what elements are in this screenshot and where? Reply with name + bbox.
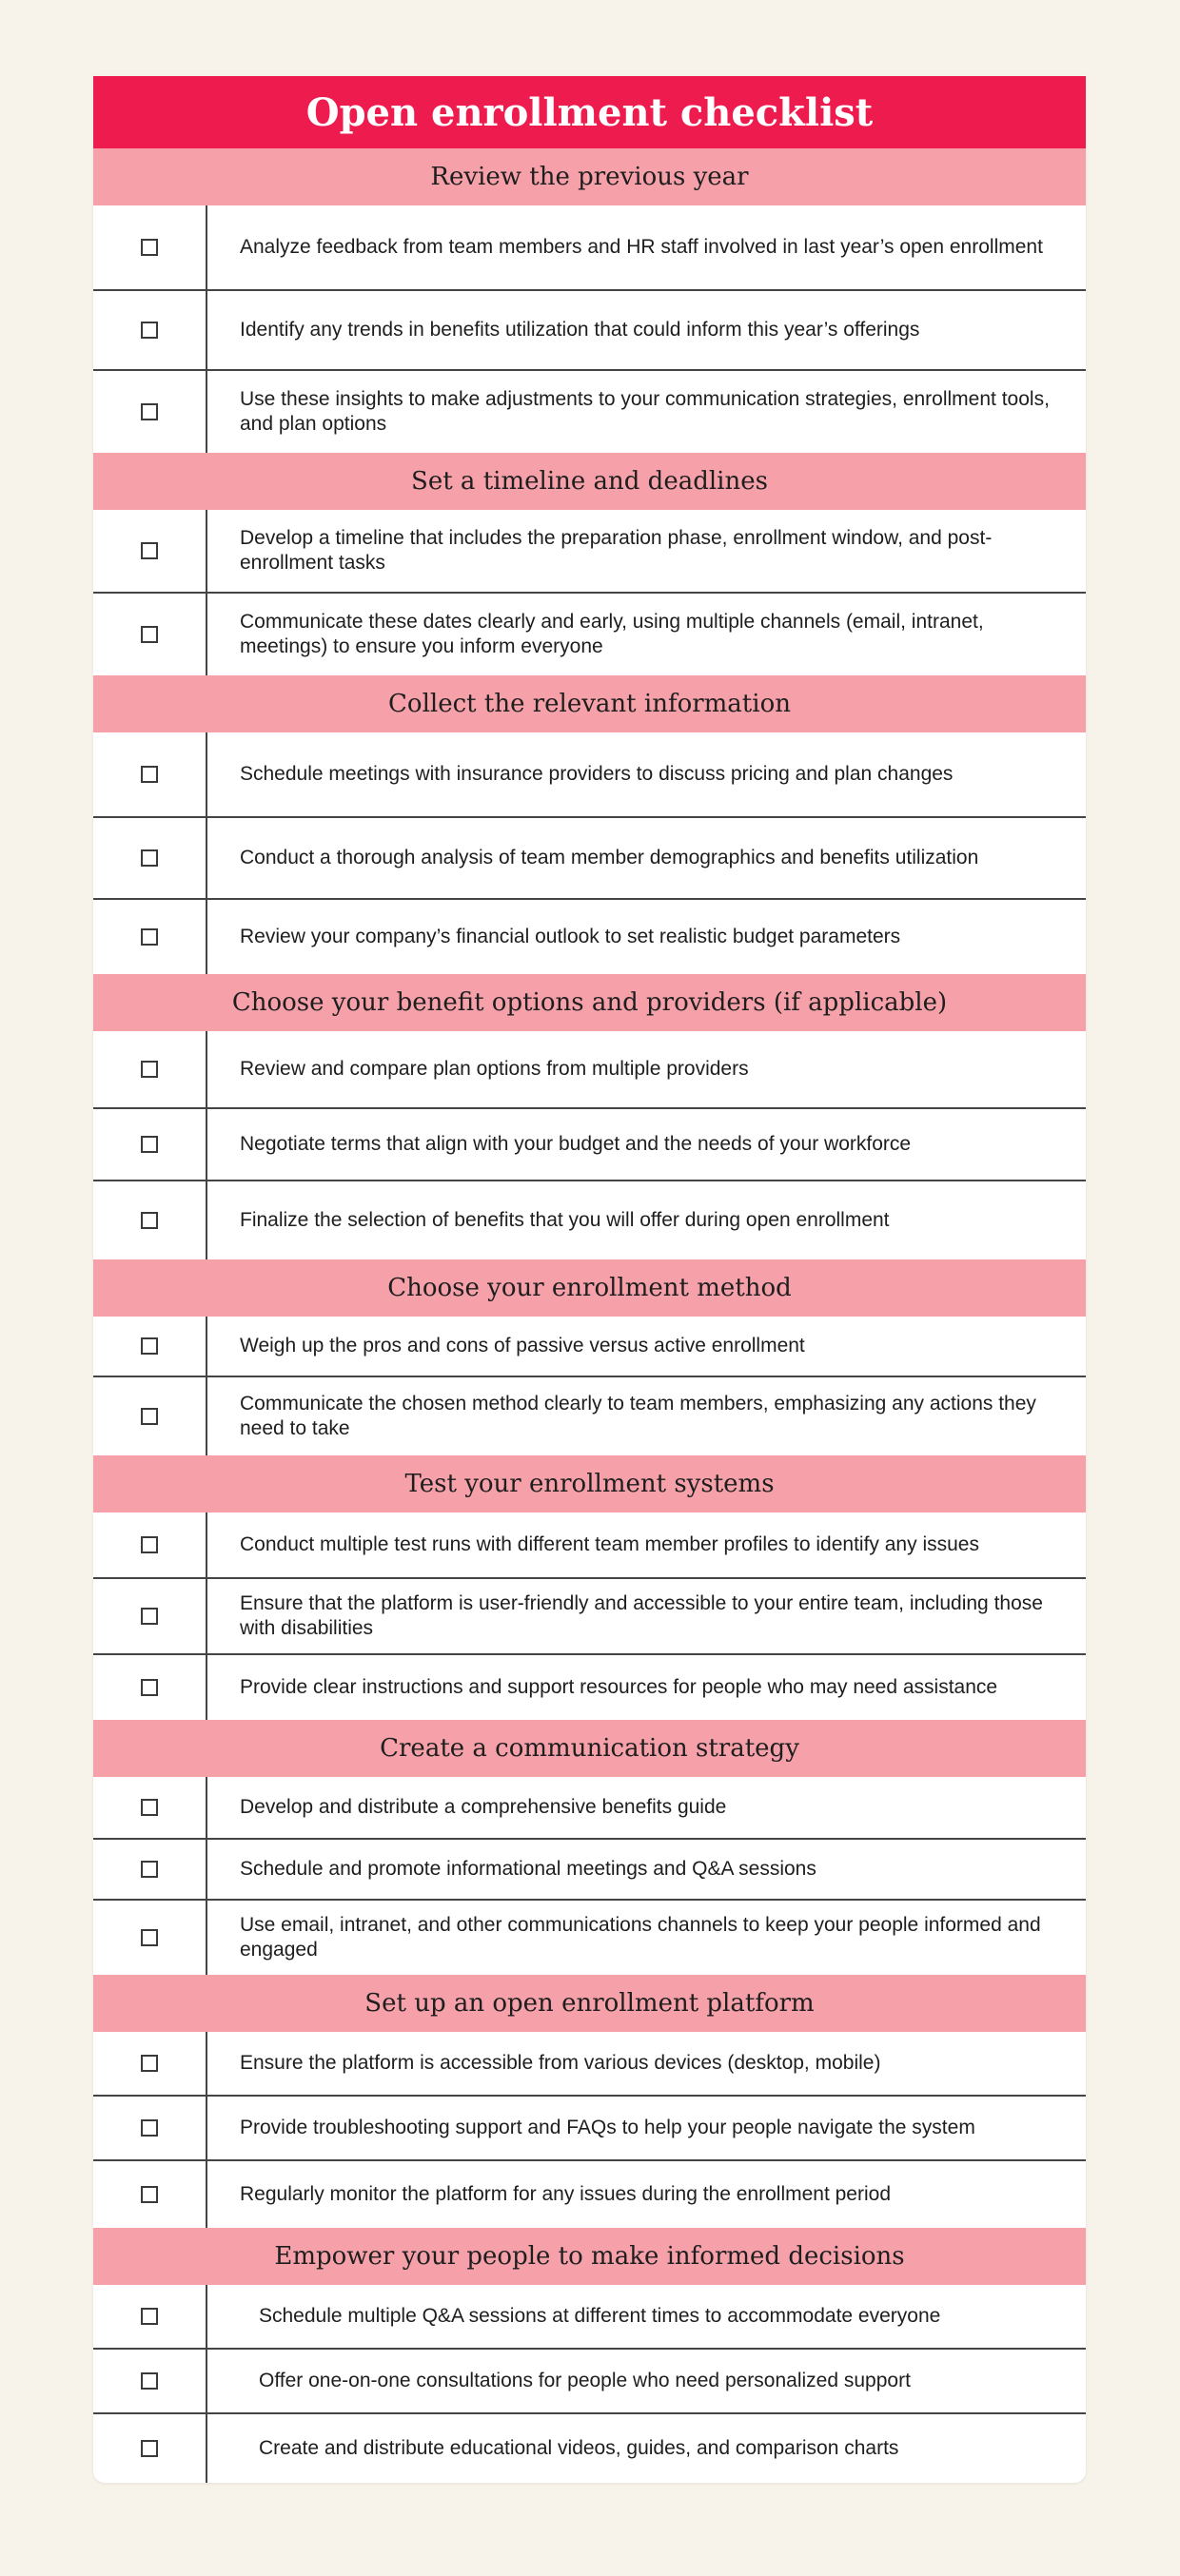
checkbox-cell bbox=[93, 205, 207, 289]
checkbox-cell bbox=[93, 1109, 207, 1180]
checklist-item-text: Ensure that the platform is user-friendly and accessible to your entire team, including those with disabilities bbox=[240, 1592, 1043, 1639]
checklist-item-text: Regularly monitor the platform for any issues during the enrollment period bbox=[240, 2183, 892, 2205]
checklist-item-text: Develop and distribute a comprehensive benefits guide bbox=[240, 1796, 727, 1818]
checklist-row bbox=[93, 1181, 1086, 1259]
checklist-row bbox=[93, 732, 1086, 818]
checklist-item-text: Conduct multiple test runs with different team member profiles to identify any issues bbox=[240, 1533, 979, 1555]
checkbox[interactable] bbox=[141, 1608, 158, 1625]
checklist-item-text: Use these insights to make adjustments to your communication strategies, enrollment tools, and plan options bbox=[240, 388, 1050, 435]
checkbox[interactable] bbox=[141, 1861, 158, 1878]
checklist-item-text: Communicate the chosen method clearly to team members, emphasizing any actions they need to take bbox=[240, 1393, 1036, 1439]
checklist-item-text: Schedule multiple Q&A sessions at different times to accommodate everyone bbox=[259, 2305, 941, 2327]
checkbox-cell bbox=[93, 2032, 207, 2095]
checklist-row bbox=[93, 1512, 1086, 1579]
checklist-item-text: Negotiate terms that align with your budget and the needs of your workforce bbox=[240, 1133, 912, 1155]
checkbox-cell bbox=[93, 1901, 207, 1975]
checklist-row bbox=[93, 2414, 1086, 2483]
section-header: Set a timeline and deadlines bbox=[93, 453, 1086, 510]
checklist-item-text: Develop a timeline that includes the preparation phase, enrollment window, and post-enrollment tasks bbox=[240, 527, 993, 574]
checklist-row bbox=[93, 1777, 1086, 1840]
checklist-item-text: Weigh up the pros and cons of passive versus active enrollment bbox=[240, 1335, 805, 1356]
checkbox-cell bbox=[93, 818, 207, 898]
checkbox-cell bbox=[93, 2414, 207, 2483]
checkbox-cell bbox=[93, 1512, 207, 1577]
checklist-row bbox=[93, 1840, 1086, 1901]
checkbox-cell bbox=[93, 1840, 207, 1899]
checklist-row bbox=[93, 2350, 1086, 2414]
checklist-item-text: Conduct a thorough analysis of team member demographics and benefits utilization bbox=[240, 847, 979, 868]
checklist-row bbox=[93, 2161, 1086, 2228]
checklist-item-text: Provide troubleshooting support and FAQs to help your people navigate the system bbox=[240, 2117, 975, 2138]
checkbox[interactable] bbox=[141, 1929, 158, 1946]
checkbox[interactable] bbox=[141, 2119, 158, 2137]
checkbox[interactable] bbox=[141, 542, 158, 559]
checkbox-cell bbox=[93, 2350, 207, 2412]
checklist-item-text: Schedule meetings with insurance providers to discuss pricing and plan changes bbox=[240, 763, 954, 785]
checkbox-cell bbox=[93, 594, 207, 675]
checklist-item-text: Finalize the selection of benefits that you will offer during open enrollment bbox=[240, 1209, 890, 1231]
checklist-row bbox=[93, 594, 1086, 675]
checkbox[interactable] bbox=[141, 766, 158, 783]
section-header: Set up an open enrollment platform bbox=[93, 1975, 1086, 2032]
checkbox-cell bbox=[93, 1777, 207, 1838]
checklist-row bbox=[93, 1655, 1086, 1720]
checkbox-cell bbox=[93, 291, 207, 369]
checklist-item-text: Review your company’s financial outlook to set realistic budget parameters bbox=[240, 926, 901, 947]
checkbox[interactable] bbox=[141, 403, 158, 420]
section-header: Collect the relevant information bbox=[93, 675, 1086, 732]
checkbox[interactable] bbox=[141, 1799, 158, 1816]
checklist-row bbox=[93, 371, 1086, 453]
checkbox[interactable] bbox=[141, 1212, 158, 1229]
checkbox-cell bbox=[93, 371, 207, 453]
checkbox[interactable] bbox=[141, 1679, 158, 1696]
checkbox[interactable] bbox=[141, 2372, 158, 2390]
checklist-row bbox=[93, 1901, 1086, 1975]
checkbox-cell bbox=[93, 1579, 207, 1653]
checkbox[interactable] bbox=[141, 1408, 158, 1425]
checkbox[interactable] bbox=[141, 626, 158, 643]
checklist-row bbox=[93, 205, 1086, 291]
checkbox[interactable] bbox=[141, 849, 158, 867]
checklist-row bbox=[93, 510, 1086, 594]
section-header: Test your enrollment systems bbox=[93, 1455, 1086, 1512]
checklist-row bbox=[93, 1377, 1086, 1455]
checkbox[interactable] bbox=[141, 1536, 158, 1553]
checkbox[interactable] bbox=[141, 1136, 158, 1153]
checklist-card bbox=[93, 76, 1086, 2483]
checklist-item-text: Offer one-on-one consultations for people who need personalized support bbox=[259, 2370, 911, 2391]
checkbox-cell bbox=[93, 2161, 207, 2228]
section-header: Create a communication strategy bbox=[93, 1720, 1086, 1777]
section-header: Review the previous year bbox=[93, 148, 1086, 205]
checkbox[interactable] bbox=[141, 322, 158, 339]
checklist-row bbox=[93, 818, 1086, 900]
checkbox[interactable] bbox=[141, 2440, 158, 2457]
checklist-row bbox=[93, 2285, 1086, 2350]
checkbox[interactable] bbox=[141, 2186, 158, 2203]
checklist-item-text: Review and compare plan options from multiple providers bbox=[240, 1058, 749, 1080]
checkbox[interactable] bbox=[141, 239, 158, 256]
checklist-item-text: Analyze feedback from team members and HR staff involved in last year’s open enrollment bbox=[240, 236, 1043, 258]
checklist-row bbox=[93, 1031, 1086, 1109]
checkbox-cell bbox=[93, 510, 207, 592]
checklist-row bbox=[93, 900, 1086, 974]
checklist-item-text: Create and distribute educational videos, guides, and comparison charts bbox=[259, 2437, 899, 2459]
checklist-item-text: Use email, intranet, and other communications channels to keep your people informed and engaged bbox=[240, 1914, 1041, 1961]
checklist-item-text: Schedule and promote informational meetings and Q&A sessions bbox=[240, 1858, 816, 1880]
checkbox[interactable] bbox=[141, 2055, 158, 2072]
section-header: Empower your people to make informed decisions bbox=[93, 2228, 1086, 2285]
checklist-row bbox=[93, 1109, 1086, 1181]
checkbox-cell bbox=[93, 1377, 207, 1455]
checkbox-cell bbox=[93, 2097, 207, 2159]
checklist-row bbox=[93, 1317, 1086, 1377]
checklist-item-text: Identify any trends in benefits utilization that could inform this year’s offerings bbox=[240, 319, 920, 341]
checkbox[interactable] bbox=[141, 928, 158, 946]
checkbox[interactable] bbox=[141, 1337, 158, 1355]
checkbox[interactable] bbox=[141, 1061, 158, 1078]
checkbox-cell bbox=[93, 1181, 207, 1259]
checklist-item-text: Provide clear instructions and support resources for people who may need assistance bbox=[240, 1676, 998, 1698]
checklist-row bbox=[93, 2097, 1086, 2161]
checklist-row bbox=[93, 1579, 1086, 1655]
page-title: Open enrollment checklist bbox=[93, 76, 1086, 148]
checkbox-cell bbox=[93, 1031, 207, 1107]
checkbox-cell bbox=[93, 1317, 207, 1376]
checkbox[interactable] bbox=[141, 2308, 158, 2325]
checkbox-cell bbox=[93, 732, 207, 816]
section-header: Choose your enrollment method bbox=[93, 1259, 1086, 1317]
checklist-row bbox=[93, 2032, 1086, 2097]
checklist-row bbox=[93, 291, 1086, 371]
section-header: Choose your benefit options and providers (if applicable) bbox=[93, 974, 1086, 1031]
checkbox-cell bbox=[93, 900, 207, 974]
checkbox-cell bbox=[93, 1655, 207, 1720]
checkbox-cell bbox=[93, 2285, 207, 2348]
checklist-item-text: Ensure the platform is accessible from various devices (desktop, mobile) bbox=[240, 2052, 881, 2074]
checklist-item-text: Communicate these dates clearly and early, using multiple channels (email, intranet, meetings) to ensure you inform everyone bbox=[240, 611, 984, 657]
